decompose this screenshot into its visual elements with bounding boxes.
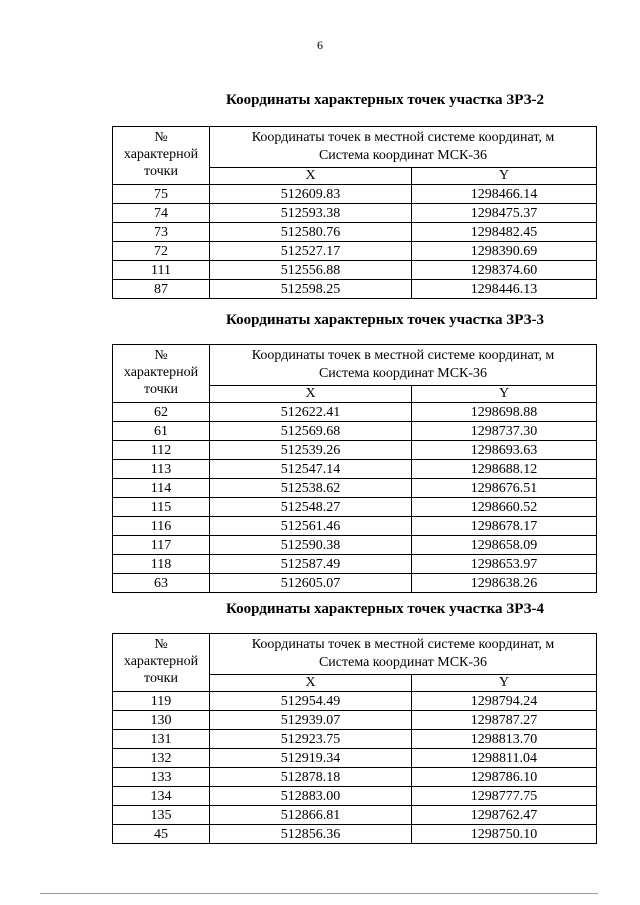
table-header-row — [113, 127, 597, 168]
x-coordinate-cell: 512590.38 — [210, 536, 412, 555]
x-coordinate-cell: 512878.18 — [210, 768, 412, 787]
y-coordinate-cell: 1298693.63 — [412, 441, 597, 460]
y-column-header: Y — [412, 168, 597, 185]
table-row — [113, 261, 597, 280]
point-number-cell: 132 — [113, 749, 210, 768]
table-header-row — [113, 634, 597, 675]
table-row — [113, 498, 597, 517]
y-coordinate-cell: 1298374.60 — [412, 261, 597, 280]
point-number-cell: 63 — [113, 574, 210, 593]
x-coordinate-cell: 512622.41 — [210, 403, 412, 422]
page-number: 6 — [317, 38, 323, 52]
point-number-cell: 133 — [113, 768, 210, 787]
table-row — [113, 204, 597, 223]
y-coordinate-cell: 1298660.52 — [412, 498, 597, 517]
point-number-cell: 119 — [113, 692, 210, 711]
point-label-line-1: характерной — [123, 654, 199, 669]
table-row — [113, 536, 597, 555]
table-row — [113, 825, 597, 844]
table-row — [113, 555, 597, 574]
point-number-cell: 135 — [113, 806, 210, 825]
y-column-header: Y — [412, 675, 597, 692]
x-column-header: X — [210, 386, 412, 403]
x-coordinate-cell: 512856.36 — [210, 825, 412, 844]
number-sign: № — [154, 130, 168, 145]
system-line-2: Система координат МСК-36 — [318, 366, 488, 381]
table-row — [113, 441, 597, 460]
point-number-cell: 73 — [113, 223, 210, 242]
point-label-line-2: точки — [144, 382, 178, 397]
point-label-line-1: характерной — [123, 147, 199, 162]
number-sign: № — [154, 637, 168, 652]
x-column-header: X — [210, 675, 412, 692]
table-header-row — [113, 345, 597, 386]
x-coordinate-cell: 512954.49 — [210, 692, 412, 711]
point-number-cell: 45 — [113, 825, 210, 844]
y-coordinate-cell: 1298737.30 — [412, 422, 597, 441]
page-bottom-rule — [40, 893, 598, 894]
y-coordinate-cell: 1298787.27 — [412, 711, 597, 730]
y-column-header: Y — [412, 386, 597, 403]
x-coordinate-cell: 512598.25 — [210, 280, 412, 299]
coords-table-zrz-4 — [112, 633, 597, 844]
x-coordinate-cell: 512569.68 — [210, 422, 412, 441]
point-label-line-2: точки — [144, 671, 178, 686]
x-coordinate-cell: 512547.14 — [210, 460, 412, 479]
table-row — [113, 574, 597, 593]
coords-table-zrz-3 — [112, 344, 597, 593]
x-coordinate-cell: 512605.07 — [210, 574, 412, 593]
table-row — [113, 403, 597, 422]
y-coordinate-cell: 1298813.70 — [412, 730, 597, 749]
x-coordinate-cell: 512580.76 — [210, 223, 412, 242]
table-row — [113, 749, 597, 768]
x-coordinate-cell: 512939.07 — [210, 711, 412, 730]
x-coordinate-cell: 512587.49 — [210, 555, 412, 574]
point-number-cell: 115 — [113, 498, 210, 517]
y-coordinate-cell: 1298475.37 — [412, 204, 597, 223]
y-coordinate-cell: 1298638.26 — [412, 574, 597, 593]
x-coordinate-cell: 512866.81 — [210, 806, 412, 825]
x-coordinate-cell: 512539.26 — [210, 441, 412, 460]
number-sign: № — [154, 348, 168, 363]
coordinate-system-header — [210, 345, 597, 386]
point-label-line-2: точки — [144, 164, 178, 179]
table-row — [113, 517, 597, 536]
point-number-cell: 112 — [113, 441, 210, 460]
point-number-cell: 117 — [113, 536, 210, 555]
point-label-line-1: характерной — [123, 365, 199, 380]
y-coordinate-cell: 1298762.47 — [412, 806, 597, 825]
coords-table-zrz-2 — [112, 126, 597, 299]
table-row — [113, 280, 597, 299]
point-number-cell: 114 — [113, 479, 210, 498]
table-row — [113, 730, 597, 749]
point-number-cell: 62 — [113, 403, 210, 422]
x-coordinate-cell: 512527.17 — [210, 242, 412, 261]
table-row — [113, 692, 597, 711]
point-number-cell: 116 — [113, 517, 210, 536]
x-coordinate-cell: 512548.27 — [210, 498, 412, 517]
point-number-cell: 131 — [113, 730, 210, 749]
table-row — [113, 806, 597, 825]
point-number-cell: 111 — [113, 261, 210, 280]
point-number-cell: 72 — [113, 242, 210, 261]
y-coordinate-cell: 1298658.09 — [412, 536, 597, 555]
system-line-1: Координаты точек в местной системе координат, м — [251, 637, 555, 652]
coordinate-system-header — [210, 634, 597, 675]
coordinate-system-header — [210, 127, 597, 168]
y-coordinate-cell: 1298794.24 — [412, 692, 597, 711]
table-row — [113, 223, 597, 242]
y-coordinate-cell: 1298811.04 — [412, 749, 597, 768]
table-row — [113, 422, 597, 441]
y-coordinate-cell: 1298750.10 — [412, 825, 597, 844]
x-coordinate-cell: 512593.38 — [210, 204, 412, 223]
point-number-header — [113, 634, 210, 692]
point-number-cell: 118 — [113, 555, 210, 574]
x-coordinate-cell: 512919.34 — [210, 749, 412, 768]
x-coordinate-cell: 512923.75 — [210, 730, 412, 749]
table-row — [113, 242, 597, 261]
y-coordinate-cell: 1298786.10 — [412, 768, 597, 787]
point-number-cell: 74 — [113, 204, 210, 223]
system-line-1: Координаты точек в местной системе координат, м — [251, 130, 555, 145]
system-line-2: Система координат МСК-36 — [318, 148, 488, 163]
y-coordinate-cell: 1298482.45 — [412, 223, 597, 242]
table-row — [113, 768, 597, 787]
point-number-cell: 87 — [113, 280, 210, 299]
table-row — [113, 711, 597, 730]
y-coordinate-cell: 1298446.13 — [412, 280, 597, 299]
table-row — [113, 460, 597, 479]
x-column-header: X — [210, 168, 412, 185]
point-number-cell: 130 — [113, 711, 210, 730]
x-coordinate-cell: 512556.88 — [210, 261, 412, 280]
y-coordinate-cell: 1298777.75 — [412, 787, 597, 806]
y-coordinate-cell: 1298653.97 — [412, 555, 597, 574]
point-number-header — [113, 345, 210, 403]
y-coordinate-cell: 1298676.51 — [412, 479, 597, 498]
system-line-2: Система координат МСК-36 — [318, 655, 488, 670]
table-row — [113, 787, 597, 806]
x-coordinate-cell: 512538.62 — [210, 479, 412, 498]
point-number-header — [113, 127, 210, 185]
section-title-zrz-2: Координаты характерных точек участка ЗРЗ-2 — [226, 92, 544, 108]
section-title-zrz-4: Координаты характерных точек участка ЗРЗ-4 — [226, 601, 544, 617]
y-coordinate-cell: 1298678.17 — [412, 517, 597, 536]
point-number-cell: 75 — [113, 185, 210, 204]
table-row — [113, 479, 597, 498]
y-coordinate-cell: 1298688.12 — [412, 460, 597, 479]
point-number-cell: 113 — [113, 460, 210, 479]
x-coordinate-cell: 512561.46 — [210, 517, 412, 536]
section-title-zrz-3: Координаты характерных точек участка ЗРЗ-3 — [226, 312, 544, 328]
table-row — [113, 185, 597, 204]
x-coordinate-cell: 512883.00 — [210, 787, 412, 806]
system-line-1: Координаты точек в местной системе координат, м — [251, 348, 555, 363]
x-coordinate-cell: 512609.83 — [210, 185, 412, 204]
point-number-cell: 134 — [113, 787, 210, 806]
point-number-cell: 61 — [113, 422, 210, 441]
y-coordinate-cell: 1298466.14 — [412, 185, 597, 204]
y-coordinate-cell: 1298698.88 — [412, 403, 597, 422]
y-coordinate-cell: 1298390.69 — [412, 242, 597, 261]
